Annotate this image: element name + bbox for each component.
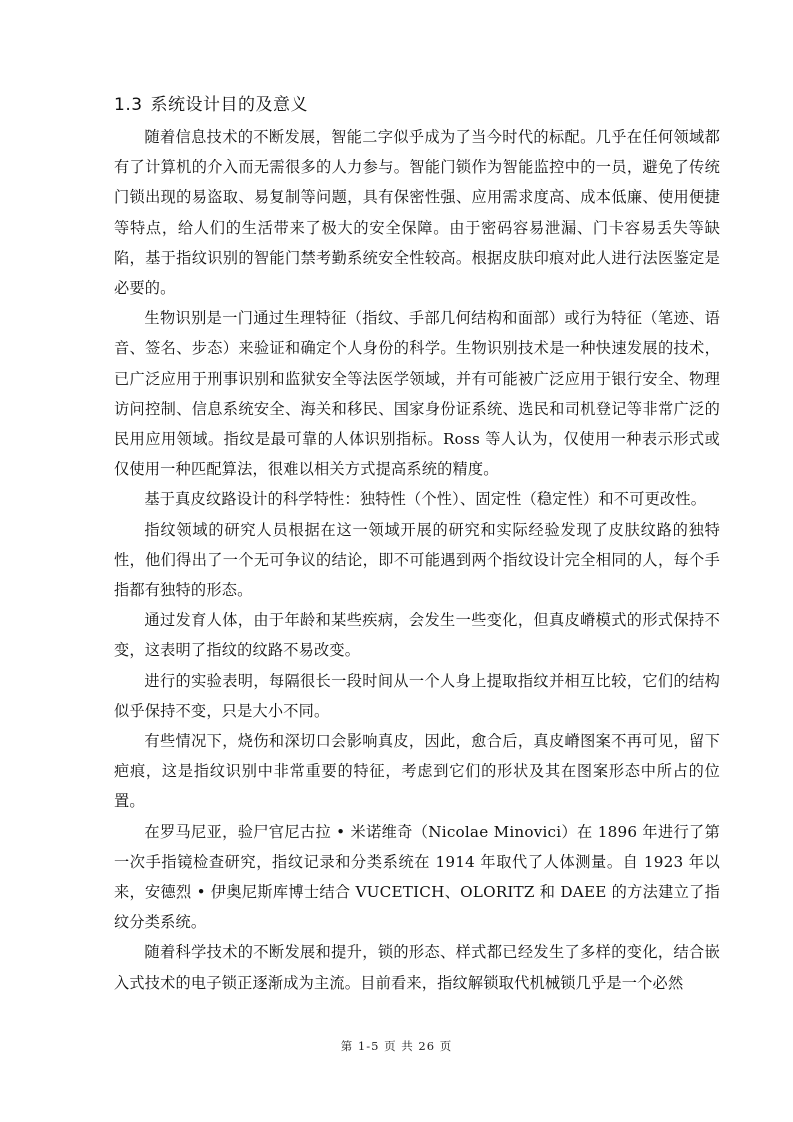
section-title: 系统设计目的及意义 — [150, 95, 309, 115]
paragraph-8: 在罗马尼亚，验尸官尼古拉 • 米诺维奇（Nicolae Minovici）在 1896 年进行了第一次手指镜检查研究，指纹记录和分类系统在 1914 年取代了人体测量。自 1923 年以来，安德烈 • 伊奥尼斯库博士结合 VUCETICH、OLORITZ 和 DAEE 的方法建立了指纹分类系统。 — [114, 822, 720, 932]
section-heading — [114, 90, 720, 120]
paragraph-1: 随着信息技术的不断发展，智能二字似乎成为了当今时代的标配。几乎在任何领域都有了计算机的介入而无需很多的人力参与。智能门锁作为智能监控中的一员，避免了传统门锁出现的易盗取、易复制等问题，具有保密性强、应用需求度高、成本低廉、使用便捷等特点，给人们的生活带来了极大的安全保障。由于密码容易泄漏、门卡容易丢失等缺陷，基于指纹识别的智能门禁考勤系统安全性较高。根据皮肤印痕对此人进行法医鉴定是必要的。 — [114, 128, 720, 298]
paragraph-9: 随着科学技术的不断发展和提升，锁的形态、样式都已经发生了多样的变化，结合嵌入式技术的电子锁正逐渐成为主流。目前看来，指纹解锁取代机械锁几乎是一个必然 — [114, 943, 720, 992]
paragraph-6: 进行的实验表明，每隔很长一段时间从一个人身上提取指纹并相互比较，它们的结构似乎保持不变，只是大小不同。 — [114, 671, 720, 720]
paragraph-2: 生物识别是一门通过生理特征（指纹、手部几何结构和面部）或行为特征（笔迹、语音、签名、步态）来验证和确定个人身份的科学。生物识别技术是一种快速发展的技术，已广泛应用于刑事识别和监狱安全等法医学领域，并有可能被广泛应用于银行安全、物理访问控制、信息系统安全、海关和移民、国家身份证系统、选民和司机登记等非常广泛的民用应用领域。指纹是最可靠的人体识别指标。Ross 等人认为，仅使用一种表示形式或仅使用一种匹配算法，很难以相关方式提高系统的精度。 — [114, 309, 720, 479]
paragraph-4: 指纹领域的研究人员根据在这一领域开展的研究和实际经验发现了皮肤纹路的独特性，他们得出了一个无可争议的结论，即不可能遇到两个指纹设计完全相同的人，每个手指都有独特的形态。 — [114, 520, 720, 600]
paragraph-7: 有些情况下，烧伤和深切口会影响真皮，因此，愈合后，真皮嵴图案不再可见，留下疤痕，这是指纹识别中非常重要的特征，考虑到它们的形状及其在图案形态中所占的位置。 — [114, 732, 720, 811]
page-footer: 第 1-5 页 共 26 页 — [340, 1039, 453, 1053]
page-content — [114, 90, 720, 998]
paragraph-5: 通过发育人体，由于年龄和某些疾病，会发生一些变化，但真皮嵴模式的形式保持不变，这表明了指纹的纹路不易改变。 — [114, 611, 720, 660]
paragraph-3: 基于真皮纹路设计的科学特性：独特性（个性）、固定性（稳定性）和不可更改性。 — [144, 490, 707, 509]
section-number: 1.3 — [114, 95, 143, 115]
